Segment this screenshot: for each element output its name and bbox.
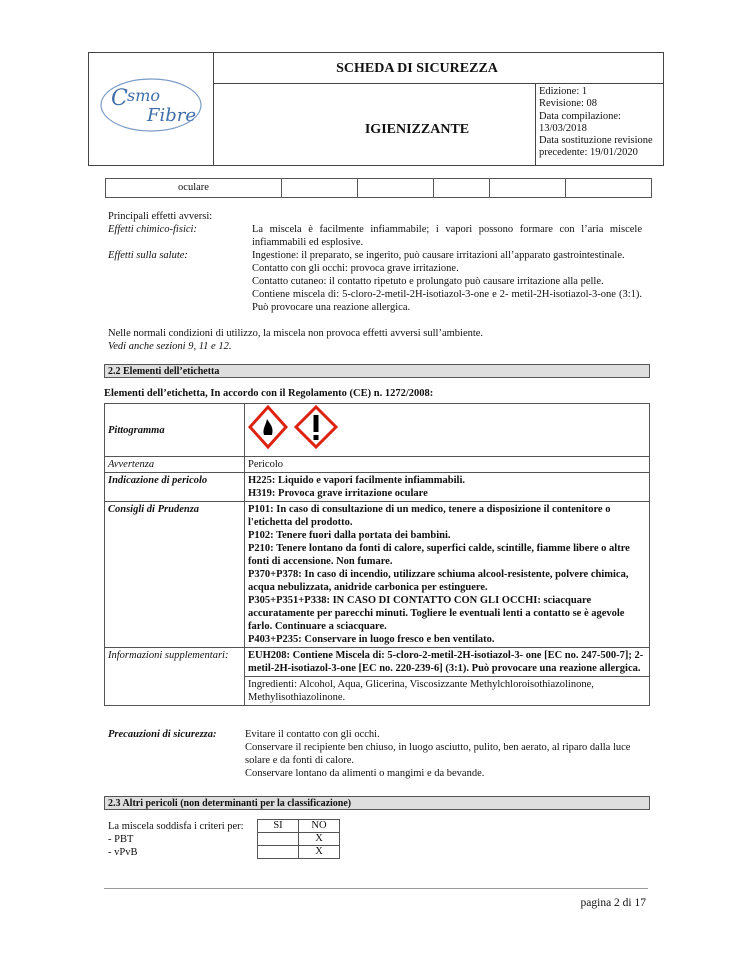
document-header [88,52,664,166]
info-label: Informazioni supplementari: [105,648,245,706]
svg-text:Fibre: Fibre [147,105,197,126]
see-also: Vedi anche sezioni 9, 11 e 12. [108,341,232,352]
page-number: pagina 2 di 17 [580,897,646,909]
label-elements-table [104,403,650,706]
criteria-table: SI NO X X [257,819,340,859]
sheet-title: SCHEDA DI SICUREZZA [214,53,620,84]
flame-icon [250,407,286,447]
pbt-label: - PBT [108,834,134,845]
phys-text: La miscela è facilmente infiammabile; i vapori possono formare con l’aria miscele infiammabili ed esplosive. [252,224,642,248]
label-subtitle: Elementi dell’etichetta, In accordo con il Regolamento (CE) n. 1272/2008: [104,388,434,399]
precautions-text: Evitare il contatto con gli occhi. Conservare il recipiente ben chiuso, in luogo asciutto, pulito, ben aerato, al riparo dalla luce solare e da fonti di calore. Conservare lontano da alimenti o mangimi e da bevande. [245,729,631,779]
hazard-statements: H225: Liquido e vapori facilmente infiammabili. H319: Provoca grave irritazione oculare [245,473,650,502]
continued-table-row: oculare [105,178,652,198]
ingredients: Ingredienti: Alcohol, Aqua, Glicerina, Viscosizzante Methylchloroisothiazolinone, Methylisothiazolinone. [245,677,650,706]
pictograms [245,404,650,457]
hazard-label: Indicazione di pericolo [105,473,245,502]
criteria-text: La miscela soddisfa i criteri per: [108,821,244,832]
section-2-3-bar: 2.3 Altri pericoli (non determinanti per la classificazione) [104,796,650,810]
pictogram-label: Pittogramma [105,404,245,457]
warning-value: Pericolo [245,457,650,473]
footer-divider [104,888,648,889]
svg-text:C: C [111,86,128,111]
prudence-statements: P101: In caso di consultazione di un medico, tenere a disposizione il contenitore o l'etichetta del prodotto. P102: Tenere fuori dalla portata dei bambini. P210: Tenere lontano da fonti di calore, superfici calde, scintille, fiamme libere o altre fonti di accensione. Non fumare. P370+P378: In caso di incendio, utilizzare schiuma alcool-resistente, polvere chimica, acqua nebulizzata, anidride carbonica per estinguere. P305+P351+P338: IN CASO DI CONTATTO CON GLI OCCHI: sciacquare accuratamente per parecchi minuti. Togliere le eventuali lenti a contatto se è agevole farlo. Continuare a sciacquare. P403+P235: Conservare in luogo fresco e ben ventilato. [245,502,650,648]
health-label: Effetti sulla salute: [108,250,188,261]
vpvb-label: - vPvB [108,847,138,858]
euh-statement: EUH208: Contiene Miscela di: 5-cloro-2-metil-2H-isotiazol-3- one [EC no. 247-500-7]; 2-metil-2H-isotiazol-3-one [EC no. 220-239-6] (3:1). Può provocare una reazione allergica. [245,648,650,677]
health-text: Ingestione: il preparato, se ingerito, può causare irritazioni all’apparato gastrointestinale. Contatto con gli occhi: provoca grave irritazione. Contatto cutaneo: il contatto ripetuto e prolungato può causare irritazione alla pelle. Contiene miscela di: 5-cloro-2-metil-2H-isotiazol-3-one e 2- metil-2H-isotiazol-3-one (3:1). Può provocare una reazione allergica. [252,250,642,313]
revision-info: Edizione: 1 Revisione: 08 Data compilazione: 13/03/2018 Data sostituzione revisione precedente: 19/01/2020 [535,83,663,165]
env-effects: Nelle normali condizioni di utilizzo, la miscela non provoca effetti avversi sull’ambiente. [108,328,484,339]
precautions-label: Precauzioni di sicurezza: [108,729,217,740]
product-name: IGIENIZZANTE [364,122,470,137]
warning-label: Avvertenza [105,457,245,473]
effects-heading: Principali effetti avversi: [108,211,213,222]
exclamation-icon [296,407,336,447]
logo-icon [89,53,213,165]
company-logo [89,53,214,165]
section-2-2-bar: 2.2 Elementi dell’etichetta [104,364,650,378]
phys-label: Effetti chimico-fisici: [108,224,197,235]
svg-text:smo: smo [127,86,161,105]
prudence-label: Consigli di Prudenza [105,502,245,648]
